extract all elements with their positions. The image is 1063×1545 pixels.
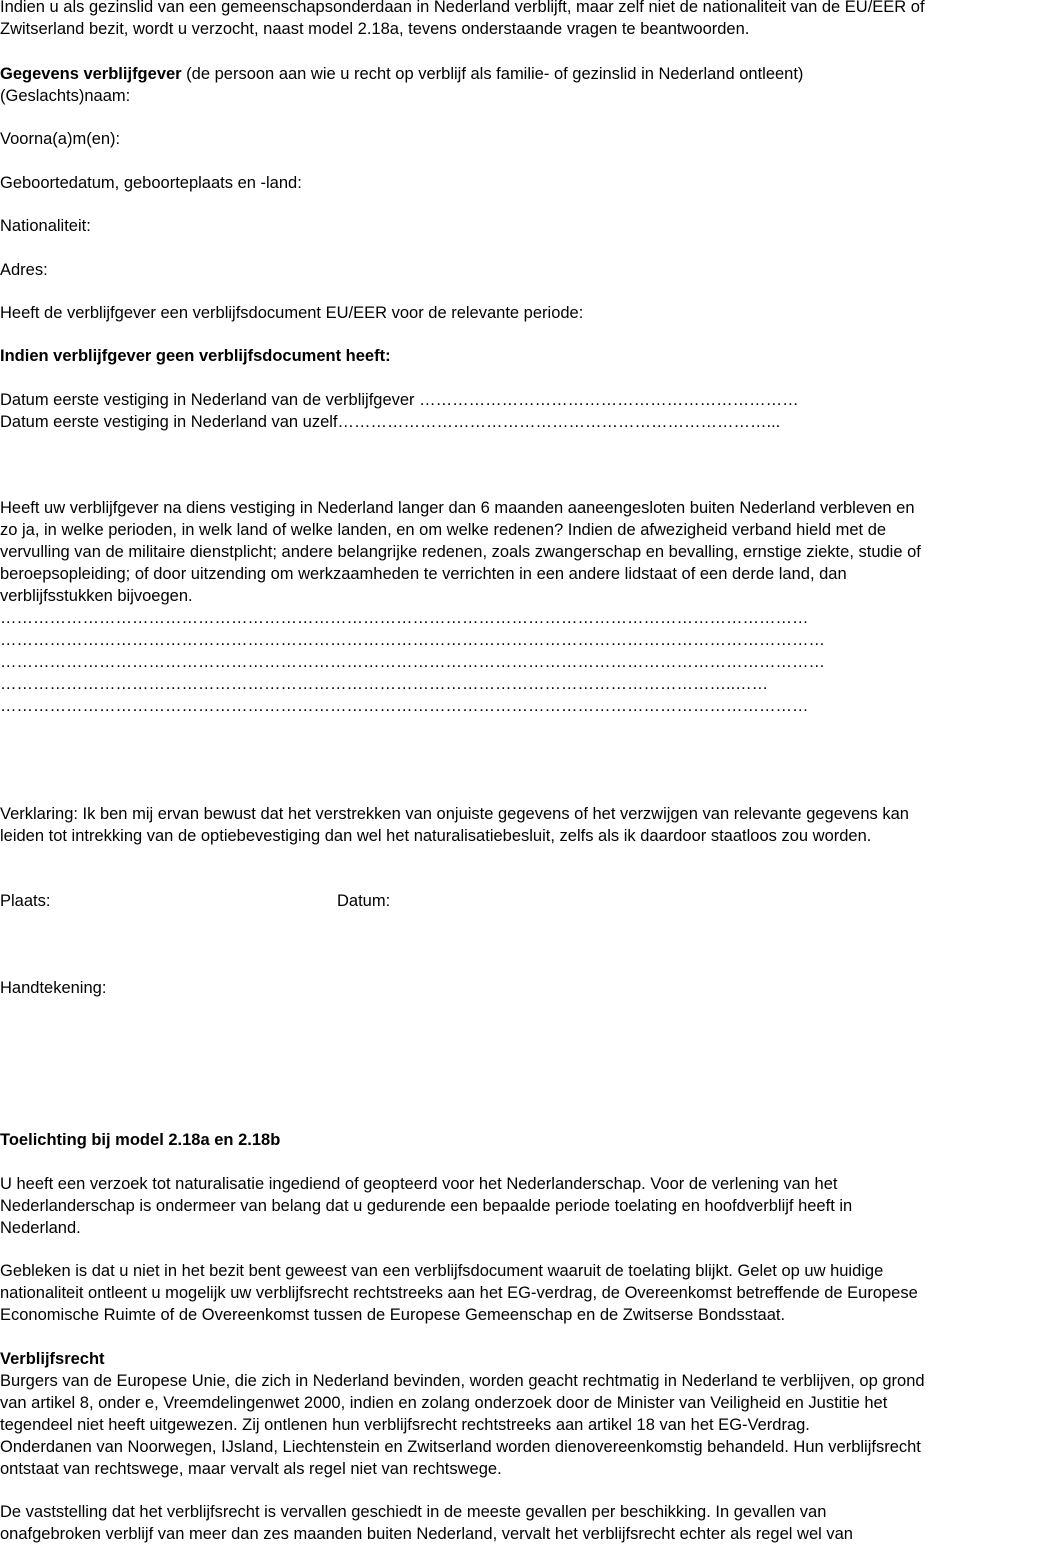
absence-line-5: verblijfsstukken bijvoegen. bbox=[0, 587, 193, 605]
sponsor-heading bbox=[0, 63, 803, 85]
answer-line-1: ………………………………………………………………………………………………………………………………… bbox=[0, 609, 809, 627]
absence-line-4: beroepsopleiding; of door uitzending om werkzaamheden te verrichten in een andere lidstaat of een derde land, dan bbox=[0, 565, 847, 583]
declaration-line-2: leiden tot intrekking van de optiebevestiging dan wel het naturalisatiebesluit, zelfs als ik daardoor staatloos zou worden. bbox=[0, 827, 872, 845]
first-settlement-sponsor: Datum eerste vestiging in Nederland van de verblijfgever …………………………………………………………… bbox=[0, 391, 799, 409]
answer-line-4: ……………………………………………………………………………………………………………………..…… bbox=[0, 675, 769, 693]
intro-line-1: Indien u als gezinslid van een gemeenschapsonderdaan in Nederland verblijft, maar zelf niet de nationaliteit van de EU/EER of bbox=[0, 0, 925, 16]
document-question: Heeft de verblijfgever een verblijfsdocument EU/EER voor de relevante periode: bbox=[0, 304, 584, 322]
date-label: Datum: bbox=[337, 892, 391, 910]
declaration-line-1: Verklaring: Ik ben mij ervan bewust dat het verstrekken van onjuiste gegevens of het verzwijgen van relevante gegevens kan bbox=[0, 805, 909, 823]
nationality-label: Nationaliteit: bbox=[0, 217, 91, 235]
explanation-p2-line-1: Gebleken is dat u niet in het bezit bent geweest van een verblijfsdocument waaruit de toelating blijkt. Gelet op uw huidige bbox=[0, 1262, 884, 1280]
residence-right-heading: Verblijfsrecht bbox=[0, 1350, 105, 1368]
answer-line-2: …………………………………………………………………………………………………………………………………… bbox=[0, 631, 825, 649]
explanation-p2-line-3: Economische Ruimte of de Overeenkomst tussen de Europese Gemeenschap en de Zwitserse Bondsstaat. bbox=[0, 1306, 786, 1324]
explanation-p2-line-2: nationaliteit ontleent u mogelijk uw verblijfsrecht rechtstreeks aan het EG-verdrag, de Overeenkomst betreffende de Europese bbox=[0, 1284, 918, 1302]
place-label: Plaats: bbox=[0, 892, 51, 910]
explanation-p1-line-1: U heeft een verzoek tot naturalisatie ingediend of geopteerd voor het Nederlanderschap. Voor de verlening van het bbox=[0, 1175, 838, 1193]
explanation-p1-line-2: Nederlanderschap is ondermeer van belang dat u gedurende een bepaalde periode toelating en hoofdverblijf heeft in bbox=[0, 1197, 853, 1215]
intro-line-2: Zwitserland bezit, wordt u verzocht, naast model 2.18a, tevens onderstaande vragen te beantwoorden. bbox=[0, 20, 750, 38]
firstnames-label: Voorna(a)m(en): bbox=[0, 130, 121, 148]
address-label: Adres: bbox=[0, 261, 48, 279]
absence-line-3: vervulling van de militaire dienstplicht; andere belangrijke redenen, zoals zwangerschap en bevalling, ernstige ziekte, studie of bbox=[0, 543, 921, 561]
residence-right-line-5: ontstaat van rechtswege, maar vervalt als regel niet van rechtswege. bbox=[0, 1460, 502, 1478]
residence-right-line-1: Burgers van de Europese Unie, die zich in Nederland bevinden, worden geacht rechtmatig in Nederland te verblijven, op grond bbox=[0, 1372, 925, 1390]
absence-line-1: Heeft uw verblijfgever na diens vestiging in Nederland langer dan 6 maanden aaneengesloten buiten Nederland verbleven en bbox=[0, 499, 915, 517]
answer-line-3: …………………………………………………………………………………………………………………………………… bbox=[0, 653, 825, 671]
residence-right-line-4: Onderdanen van Noorwegen, IJsland, Liechtenstein en Zwitserland worden dienovereenkomstig behandeld. Hun verblijfsrecht bbox=[0, 1438, 921, 1456]
sponsor-heading-rest: (de persoon aan wie u recht op verblijf als familie- of gezinslid in Nederland ontleent) bbox=[181, 65, 804, 83]
answer-line-5: ………………………………………………………………………………………………………………………………… bbox=[0, 697, 809, 715]
residence-right-p2-line-2: onafgebroken verblijf van meer dan zes maanden buiten Nederland, vervalt het verblijfsrecht echter als regel wel van bbox=[0, 1525, 853, 1543]
no-document-heading: Indien verblijfgever geen verblijfsdocument heeft: bbox=[0, 347, 391, 365]
birth-label: Geboortedatum, geboorteplaats en -land: bbox=[0, 174, 302, 192]
residence-right-line-2: van artikel 8, onder e, Vreemdelingenwet 2000, indien en zolang onderzoek door de Minister van Veiligheid en Justitie het bbox=[0, 1394, 888, 1412]
surname-label: (Geslachts)naam: bbox=[0, 87, 131, 105]
sponsor-heading-bold: Gegevens verblijfgever bbox=[0, 65, 182, 83]
signature-label: Handtekening: bbox=[0, 979, 107, 997]
residence-right-p2-line-1: De vaststelling dat het verblijfsrecht is vervallen geschiedt in de meeste gevallen per beschikking. In gevallen van bbox=[0, 1503, 827, 1521]
explanation-heading: Toelichting bij model 2.18a en 2.18b bbox=[0, 1131, 281, 1149]
first-settlement-self: Datum eerste vestiging in Nederland van uzelf……………………………………………………………………... bbox=[0, 413, 781, 431]
explanation-p1-line-3: Nederland. bbox=[0, 1219, 81, 1237]
residence-right-line-3: tegendeel niet heeft uitgewezen. Zij ontlenen hun verblijfsrecht rechtstreeks aan artikel 18 van het EG-Verdrag. bbox=[0, 1416, 810, 1434]
absence-line-2: zo ja, in welke perioden, in welk land of welke landen, en om welke redenen? Indien de afwezigheid verband hield met de bbox=[0, 521, 887, 539]
